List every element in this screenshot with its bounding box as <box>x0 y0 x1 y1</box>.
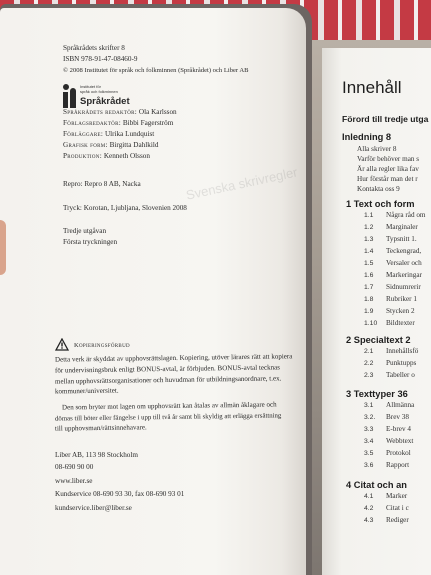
publisher-address: Liber AB, 113 98 Stockholm <box>55 451 138 459</box>
ch2-item-text: Punktupps <box>386 359 417 367</box>
ch3-item-number: 3.6 <box>364 462 374 469</box>
ch1-item-number: 1.6 <box>364 272 374 279</box>
intro-item: Kontakta oss 9 <box>357 185 400 193</box>
logo-institute-name: Institutet för språk och folkminnen <box>80 84 118 94</box>
chapter-4-entry: 4 Citat och an <box>346 480 407 490</box>
customer-service-phone: Kundservice 08-690 93 30, fax 08-690 93 01 <box>55 490 185 498</box>
ch3-item-text: Rapport <box>386 461 410 469</box>
ch1-item-text: Teckengrad, <box>386 247 422 255</box>
copy-paragraph-line: Detta verk är skyddat av upphovsrättslagen. Kopiering, utöver lärares rätt att kopiera <box>54 352 293 364</box>
ch1-item-text: Typsnitt 1. <box>386 235 417 243</box>
bleed-through-text: Svenska skrivregler <box>184 164 299 203</box>
ch1-item-text: Marginaler <box>386 223 418 231</box>
logo-wordmark: Språkrådet <box>80 96 130 107</box>
ch4-item-text: Citat i c <box>386 504 409 512</box>
copyright-line: © 2008 Institutet för språk och folkminnen (Språkrådet) och Liber AB <box>63 67 249 74</box>
publisher-phone: 08-690 90 00 <box>55 463 94 471</box>
warning-triangle-icon <box>55 338 69 351</box>
ch1-item-text: Stycken 2 <box>386 307 415 315</box>
credit-production: Produktion: Kenneth Olsson <box>63 152 150 160</box>
right-page-contents <box>322 48 431 575</box>
ch2-item-text: Innehållsfö <box>386 347 419 355</box>
ch1-item-text: Sidnumrerir <box>386 283 421 291</box>
credit-graphic-design: Grafisk form: Birgitta Dahlkild <box>63 141 159 149</box>
ch3-item-number: 3.1 <box>364 402 374 409</box>
intro-item: Är alla regler lika fav <box>357 165 419 173</box>
ch3-item-number: 3.4 <box>364 438 374 445</box>
ch2-item-text: Tabeller o <box>386 371 415 379</box>
intro-item: Alla skriver 8 <box>357 145 397 153</box>
ch1-item-number: 1.10 <box>364 320 378 327</box>
law-paragraph-line: till upphovsman/rättsinnehavare. <box>54 423 147 433</box>
isbn-line: ISBN 978-91-47-08460-9 <box>63 55 138 63</box>
chapter-1-entry: 1 Text och form <box>346 199 415 209</box>
ch1-item-number: 1.5 <box>364 260 374 267</box>
ch4-item-text: Marker <box>386 492 408 500</box>
ch4-item-number: 4.2 <box>364 505 374 512</box>
customer-service-email: kundservice.liber@liber.se <box>55 504 132 512</box>
ch1-item-text: Rubriker 1 <box>386 295 417 303</box>
ch3-item-text: Brev 38 <box>386 413 409 421</box>
foreword-entry: Förord till tredje utga <box>342 114 429 124</box>
ch4-item-text: Rediger <box>386 516 409 524</box>
copy-prohibition-heading: Kopieringsförbud <box>74 342 130 349</box>
ch3-item-text: Protokol <box>386 449 411 457</box>
copy-paragraph-line: mellan upphovsrättsorganisationer och huvudman för utbildningsanordnare, t.ex. <box>54 374 282 386</box>
ch3-item-number: 3.3 <box>364 426 374 433</box>
ch1-item-text: Versaler och <box>386 259 422 267</box>
ch2-item-number: 2.1 <box>364 348 374 355</box>
law-paragraph-line: dömas till böter eller fängelse i upp till två år samt bli skyldig att erlägga ersättning <box>54 412 282 423</box>
ch3-item-text: Webbtext <box>386 437 414 445</box>
introduction-entry: Inledning 8 <box>342 132 392 142</box>
ch3-item-number: 3.2. <box>364 414 376 421</box>
sprakradet-logo-mark <box>63 84 77 108</box>
ch1-item-text: Bildtexter <box>386 319 415 327</box>
ch1-item-number: 1.9 <box>364 308 374 315</box>
chapter-3-entry: 3 Texttyper 36 <box>346 389 408 399</box>
series-line: Språkrådets skrifter 8 <box>63 44 125 52</box>
contents-title: Innehåll <box>342 78 402 97</box>
copy-paragraph-line: för undervisningsbruk enligt BONUS-avtal, är förbjuden. BONUS-avtal tecknas <box>54 363 280 375</box>
left-page <box>0 8 306 575</box>
intro-item: Varför behöver man s <box>357 155 420 163</box>
ch4-item-number: 4.3 <box>364 517 374 524</box>
ch4-item-number: 4.1 <box>364 493 374 500</box>
ch1-item-text: Några råd om <box>386 211 426 219</box>
credit-publisher: Förläggare: Ulrika Lundquist <box>63 130 155 138</box>
ch1-item-number: 1.2 <box>364 224 374 231</box>
repro-line: Repro: Repro 8 AB, Nacka <box>63 180 141 188</box>
ch2-item-number: 2.2 <box>364 360 374 367</box>
sprakradet-logo <box>63 84 129 108</box>
edition-line: Tredje utgåvan <box>63 227 107 235</box>
ch1-item-number: 1.3 <box>364 236 374 243</box>
ch2-item-number: 2.3 <box>364 372 374 379</box>
copy-paragraph-line: kommuner/universitet. <box>54 386 119 396</box>
print-line: Tryck: Korotan, Ljubljana, Slovenien 2008 <box>63 204 187 212</box>
finger-holding-page <box>0 220 6 275</box>
printing-line: Första tryckningen <box>63 238 118 246</box>
law-paragraph-line: Den som bryter mot lagen om upphovsrätt kan åtalas av allmän åklagare och <box>61 400 277 412</box>
ch3-item-number: 3.5 <box>364 450 374 457</box>
ch1-item-number: 1.1 <box>364 212 374 219</box>
ch1-item-number: 1.7 <box>364 284 374 291</box>
intro-item: Hur förstår man det r <box>357 175 418 183</box>
credit-publishing-editor: Förlagsredaktör: Bibbi Fagerström <box>63 119 174 127</box>
chapter-2-entry: 2 Specialtext 2 <box>346 335 411 345</box>
ch1-item-text: Markeringar <box>386 271 422 279</box>
credit-editor: Språkrådets redaktör: Ola Karlsson <box>63 108 177 116</box>
publisher-website: www.liber.se <box>55 477 93 485</box>
ch3-item-text: E-brev 4 <box>386 425 411 433</box>
ch3-item-text: Allmänna <box>386 401 415 409</box>
ch1-item-number: 1.8 <box>364 296 374 303</box>
ch1-item-number: 1.4 <box>364 248 374 255</box>
